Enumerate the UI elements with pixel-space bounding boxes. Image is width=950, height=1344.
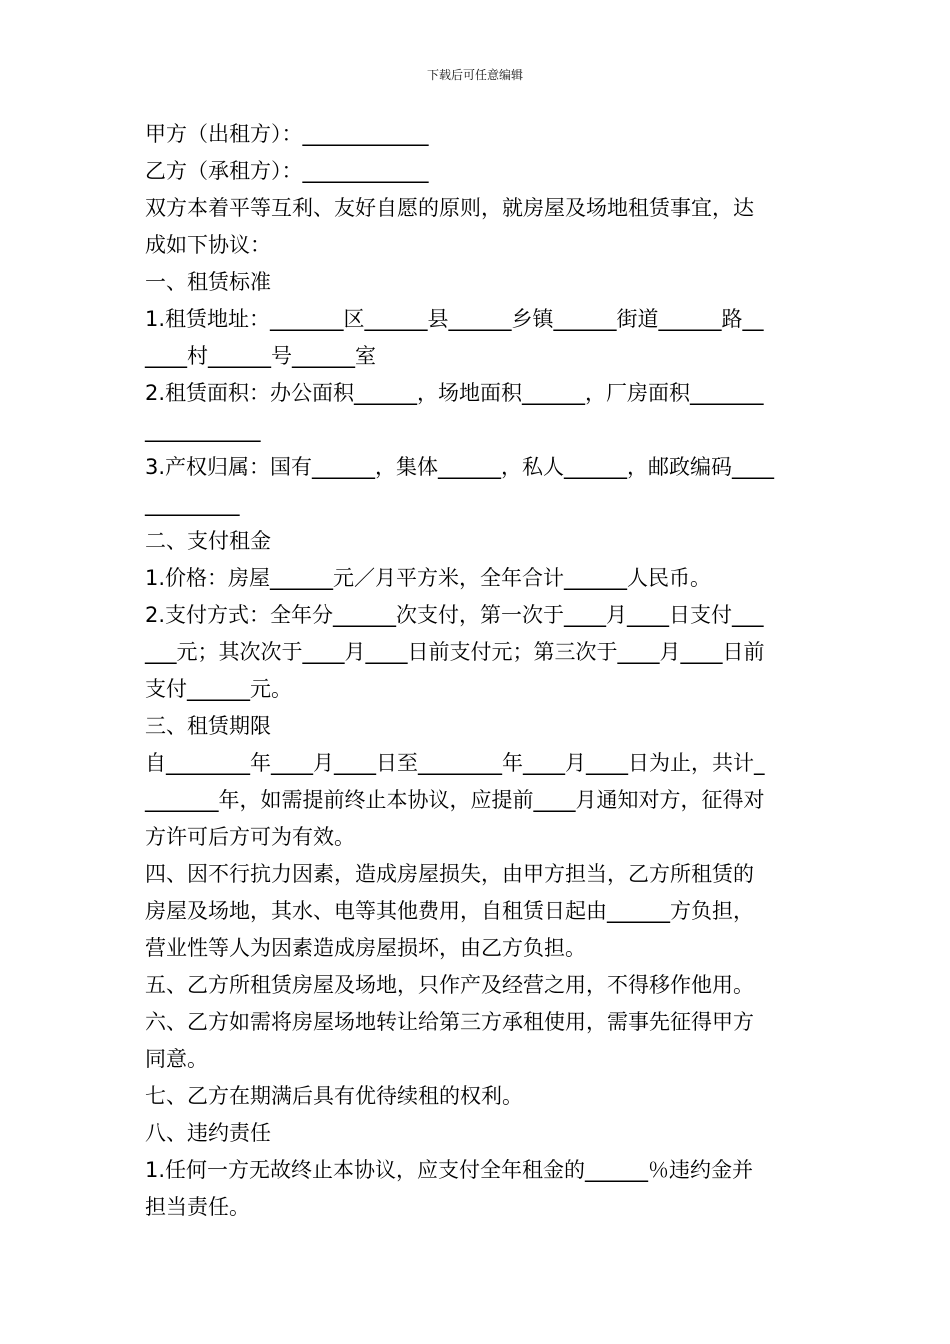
party-b-line: 乙方（承租方）：____________	[145, 159, 429, 183]
intro-line: 双方本着平等互利、友好自愿的原则，就房屋及场地租赁事宜，达	[145, 196, 754, 220]
clause-line: 2.租赁面积：办公面积______，场地面积______，厂房面积_______	[145, 381, 764, 405]
clause-line: 2.支付方式：全年分______次支付，第一次于____月____日支付___	[145, 603, 764, 627]
section-heading: 三、租赁期限	[145, 714, 271, 738]
clause-line: 房屋及场地，其水、电等其他费用，自租赁日起由______方负担，	[145, 899, 754, 923]
clause-line: 1.价格：房屋______元／月平方米，全年合计______人民币。	[145, 566, 712, 590]
clause-line: 1.租赁地址：_______区______县______乡镇______街道______路__	[145, 307, 764, 331]
clause-line: 五、乙方所租赁房屋及场地，只作产及经营之用，不得移作他用。	[145, 973, 754, 997]
clause-line: 自________年____月____日至________年____月____日为止，共计_	[145, 751, 765, 775]
clause-line: 同意。	[145, 1047, 208, 1071]
clause-line: 四、因不行抗力因素，造成房屋损失，由甲方担当，乙方所租赁的	[145, 862, 754, 886]
intro-line: 成如下协议：	[145, 233, 271, 257]
clause-line: 1.任何一方无故终止本协议，应支付全年租金的______％违约金并	[145, 1158, 754, 1182]
section-heading: 八、违约责任	[145, 1121, 271, 1145]
clause-line: _________	[145, 492, 240, 516]
clause-line: ____村______号______室	[145, 344, 376, 368]
clause-line: 方许可后方可为有效。	[145, 825, 355, 849]
section-heading: 二、支付租金	[145, 529, 271, 553]
clause-line: 支付______元。	[145, 677, 292, 701]
party-a-line: 甲方（出租方）：____________	[145, 122, 429, 146]
clause-line: 3.产权归属：国有______，集体______，私人______，邮政编码____	[145, 455, 775, 479]
clause-line: ___________	[145, 418, 261, 442]
clause-line: 六、乙方如需将房屋场地转让给第三方承租使用，需事先征得甲方	[145, 1010, 754, 1034]
section-heading: 一、租赁标准	[145, 270, 271, 294]
clause-line: 担当责任。	[145, 1195, 250, 1219]
clause-line: _______年，如需提前终止本协议，应提前____月通知对方，征得对	[145, 788, 765, 812]
clause-line: ___元；其次次于____月____日前支付元；第三次于____月____日前	[145, 640, 765, 664]
page-header: 下载后可任意编辑	[426, 68, 523, 82]
document-body	[145, 116, 815, 1226]
clause-line: 七、乙方在期满后具有优待续租的权利。	[145, 1084, 523, 1108]
clause-line: 营业性等人为因素造成房屋损坏，由乙方负担。	[145, 936, 586, 960]
